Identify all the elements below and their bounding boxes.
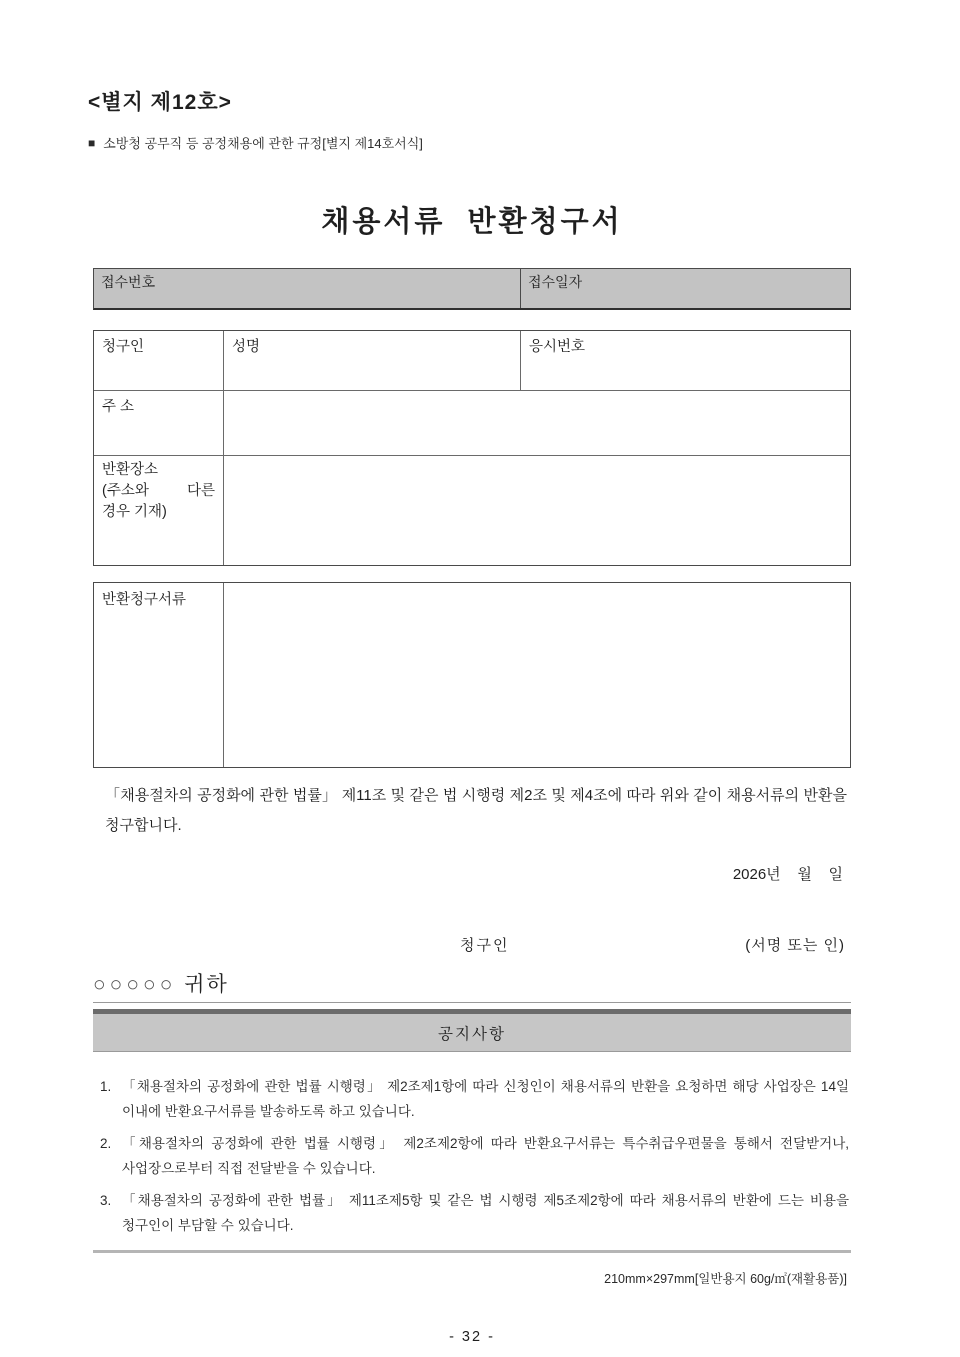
return-place-label-line3: 경우 기재) (102, 504, 167, 520)
claimant-label-cell (94, 331, 224, 391)
documents-table (93, 582, 851, 768)
receipt-date-cell (521, 269, 850, 308)
form-tag: <별지 제12호> (88, 91, 232, 114)
signature-claimant-label: 청구인 (460, 937, 510, 954)
return-place-label-cell (94, 456, 224, 565)
page-number: - 32 - (449, 1329, 495, 1345)
return-place-label-line1: 반환장소 (102, 462, 159, 478)
claimant-label: 청구인 (102, 339, 145, 355)
bottom-divider-rule (93, 1250, 851, 1253)
name-field-cell (224, 331, 521, 391)
address-label-cell (94, 391, 224, 456)
receipt-date-label: 접수일자 (528, 274, 583, 290)
notice-header-label: 공지사항 (438, 1025, 506, 1043)
notice-header-bar (93, 1009, 851, 1052)
paper-spec-note: 210mm×297mm[일반용지 60g/㎡(재활용품)] (604, 1272, 847, 1286)
recipient-line (93, 968, 851, 998)
page-content (88, 0, 851, 1345)
address-field-cell (224, 391, 850, 456)
exam-number-label: 응시번호 (529, 339, 586, 355)
square-bullet-icon: ■ (88, 135, 96, 150)
return-place-label-line2: (주소와 다른 (102, 483, 215, 499)
notice-section (93, 1002, 851, 1052)
applicant-table (93, 330, 851, 566)
notice-item-3-number: 3. (100, 1193, 112, 1208)
notice-item-2-number: 2. (100, 1136, 112, 1151)
address-label: 주 소 (102, 399, 135, 415)
receipt-number-cell (94, 269, 521, 308)
notice-item-3 (93, 1188, 851, 1238)
page-title: 채용서류 반환청구서 (321, 206, 623, 238)
exam-number-field-cell (521, 331, 850, 391)
signature-row (93, 934, 851, 955)
return-documents-field-cell (224, 583, 850, 767)
signature-or-seal-note: (서명 또는 인) (745, 937, 845, 954)
date-line: 2026년 월 일 (732, 866, 843, 883)
notice-list (93, 1074, 851, 1238)
notice-item-1-number: 1. (100, 1079, 112, 1094)
receipt-table (93, 268, 851, 310)
notice-item-2-text: 「채용절차의 공정화에 관한 법률 시행령」 제2조제2항에 따라 반환요구서류는 특수취급우편물을 통해서 전달받거나, 사업장으로부터 직접 전달받을 수 있습니다. (122, 1136, 849, 1176)
notice-item-2 (93, 1131, 851, 1181)
notice-item-3-text: 「채용절차의 공정화에 관한 법률」 제11조제5항 및 같은 법 시행령 제5조제2항에 따라 채용서류의 반환에 드는 비용을 청구인이 부담할 수 있습니다. (122, 1193, 849, 1233)
statement-paragraph: 「채용절차의 공정화에 관한 법률」 제11조 및 같은 법 시행령 제2조 및 제4조에 따라 위와 같이 채용서류의 반환을 청구합니다. (105, 787, 847, 834)
notice-item-1-text: 「채용절차의 공정화에 관한 법률 시행령」 제2조제1항에 따라 신청인이 채용서류의 반환을 요청하면 해당 사업장은 14일 이내에 반환요구서류를 발송하도록 하고 있습니다. (122, 1079, 849, 1119)
receipt-number-label: 접수번호 (101, 274, 156, 290)
regulation-note-text: 소방청 공무직 등 공정채용에 관한 규정[별지 제14호서식] (103, 136, 423, 151)
return-documents-label-cell (94, 583, 224, 767)
return-place-field-cell (224, 456, 850, 565)
regulation-note (88, 133, 851, 152)
notice-item-1 (93, 1074, 851, 1124)
recipient-suffix: 귀하 (184, 973, 229, 996)
name-label: 성명 (232, 339, 261, 355)
recipient-placeholder-circles: ○○○○○ (93, 973, 177, 996)
return-documents-label: 반환청구서류 (102, 592, 187, 608)
